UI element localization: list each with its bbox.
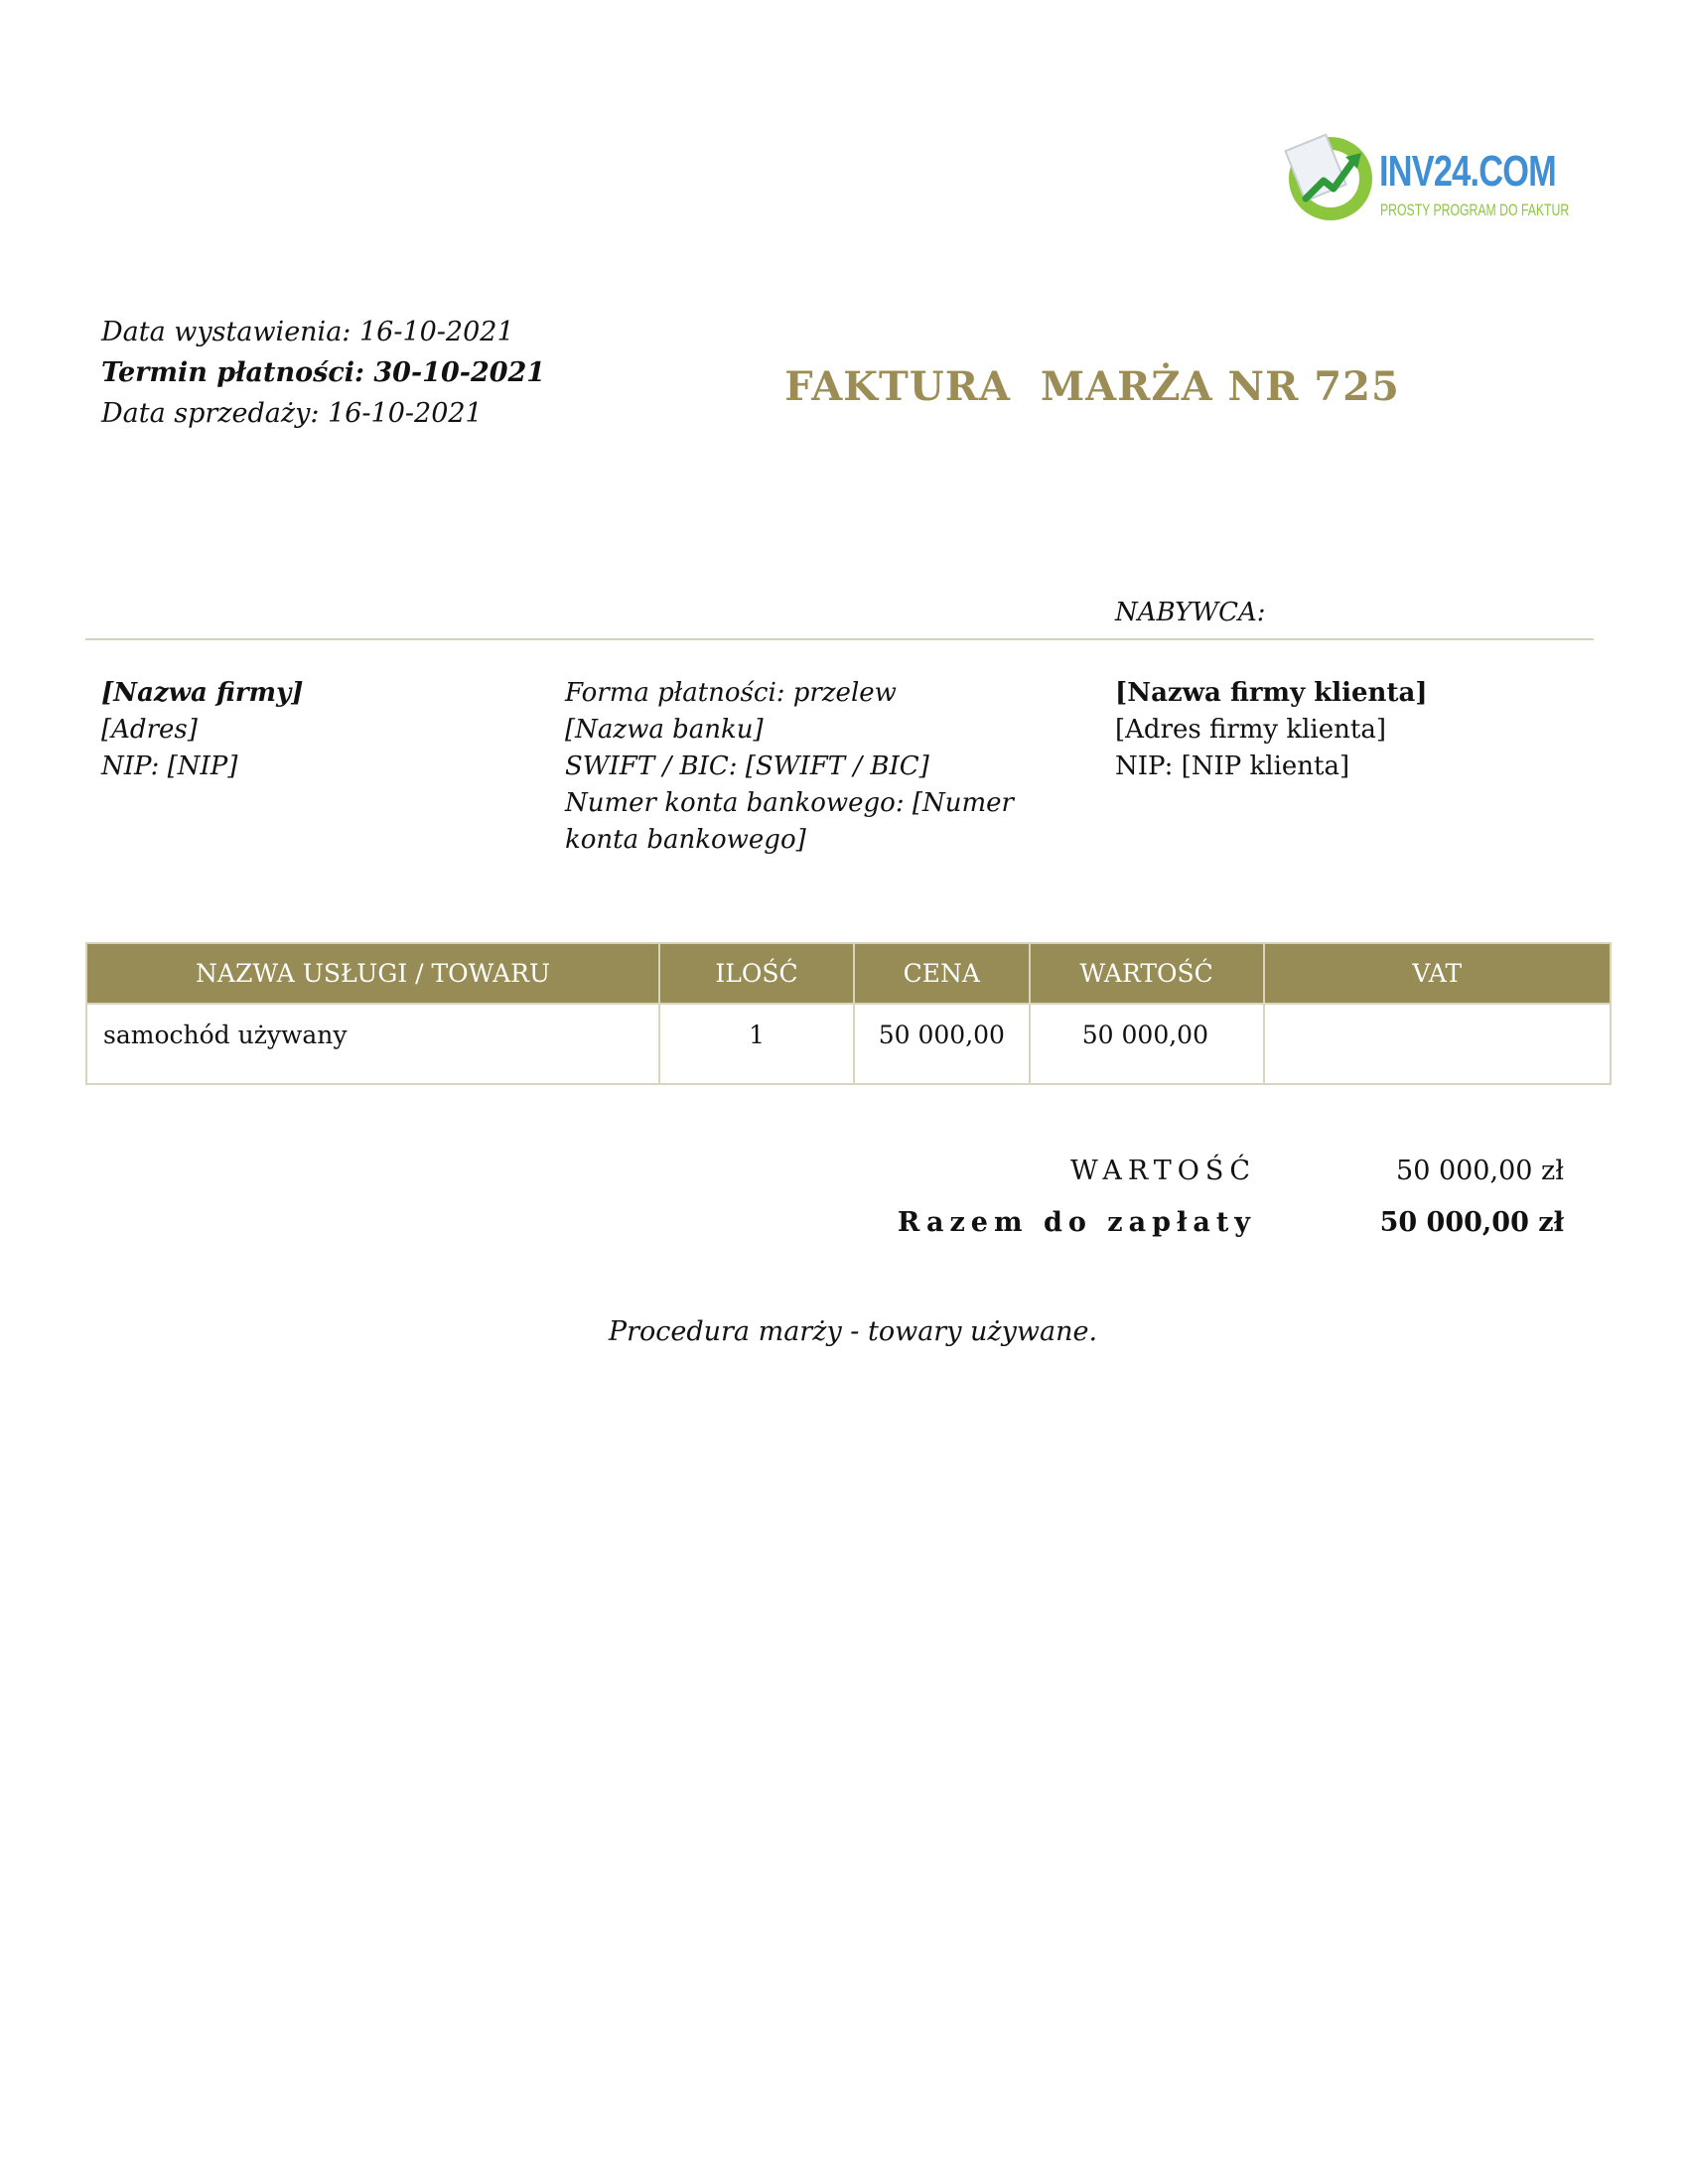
items-table (85, 942, 1612, 1085)
margin-procedure-note: Procedura marży - towary używane. (608, 1316, 1098, 1347)
totals-value-line (695, 1156, 1569, 1207)
logo-tagline: PROSTY PROGRAM DO FAKTUR (1380, 201, 1570, 219)
buyer-heading: NABYWCA: (1115, 598, 1266, 627)
invoice-title: FAKTURA MARŻA NR 725 (784, 363, 1400, 410)
seller-details (101, 675, 303, 785)
bank-name: [Nazwa banku] (565, 715, 764, 745)
cell-value: 50 000,00 (1030, 1004, 1264, 1084)
buyer-address: [Adres firmy klienta] (1115, 715, 1386, 745)
sale-date: Data sprzedaży: 16-10-2021 (101, 398, 483, 429)
header-divider (85, 638, 1594, 640)
bank-account: Numer konta bankowego: [Numer konta bankowego] (565, 788, 1014, 855)
cell-vat (1264, 1004, 1611, 1084)
seller-name: [Nazwa firmy] (101, 678, 304, 708)
header-price: CENA (854, 943, 1030, 1004)
payment-method: Forma płatności: przelew (565, 678, 897, 708)
table-row (86, 1004, 1611, 1084)
seller-address: [Adres] (101, 715, 198, 745)
buyer-details (1115, 675, 1428, 785)
totals-due-line (695, 1207, 1569, 1259)
total-due-label: Razem do zapłaty (897, 1207, 1256, 1238)
table-header-row (86, 943, 1611, 1004)
swift-code: SWIFT / BIC: [SWIFT / BIC] (565, 751, 929, 781)
header-quantity: ILOŚĆ (659, 943, 854, 1004)
logo-name: INV24.COM (1379, 147, 1556, 196)
cell-item-name: samochód używany (86, 1004, 659, 1084)
header-vat: VAT (1264, 943, 1611, 1004)
buyer-nip: NIP: [NIP klienta] (1115, 751, 1350, 781)
due-date: Termin płatności: 30-10-2021 (101, 357, 546, 388)
cell-quantity: 1 (659, 1004, 854, 1084)
totals-section (695, 1156, 1569, 1259)
payment-details (565, 675, 1061, 859)
issue-date: Data wystawienia: 16-10-2021 (101, 317, 514, 347)
buyer-name: [Nazwa firmy klienta] (1115, 678, 1428, 708)
header-value: WARTOŚĆ (1030, 943, 1264, 1004)
invoice-dates (101, 312, 545, 434)
value-amount: 50 000,00 zł (1396, 1156, 1564, 1186)
logo-emblem-icon (1284, 129, 1379, 228)
inv24-logo (1284, 129, 1570, 228)
cell-price: 50 000,00 (854, 1004, 1030, 1084)
header-item-name: NAZWA USŁUGI / TOWARU (86, 943, 659, 1004)
seller-nip: NIP: [NIP] (101, 751, 238, 781)
total-due-amount: 50 000,00 zł (1379, 1207, 1564, 1238)
value-label: WARTOŚĆ (1069, 1156, 1256, 1186)
